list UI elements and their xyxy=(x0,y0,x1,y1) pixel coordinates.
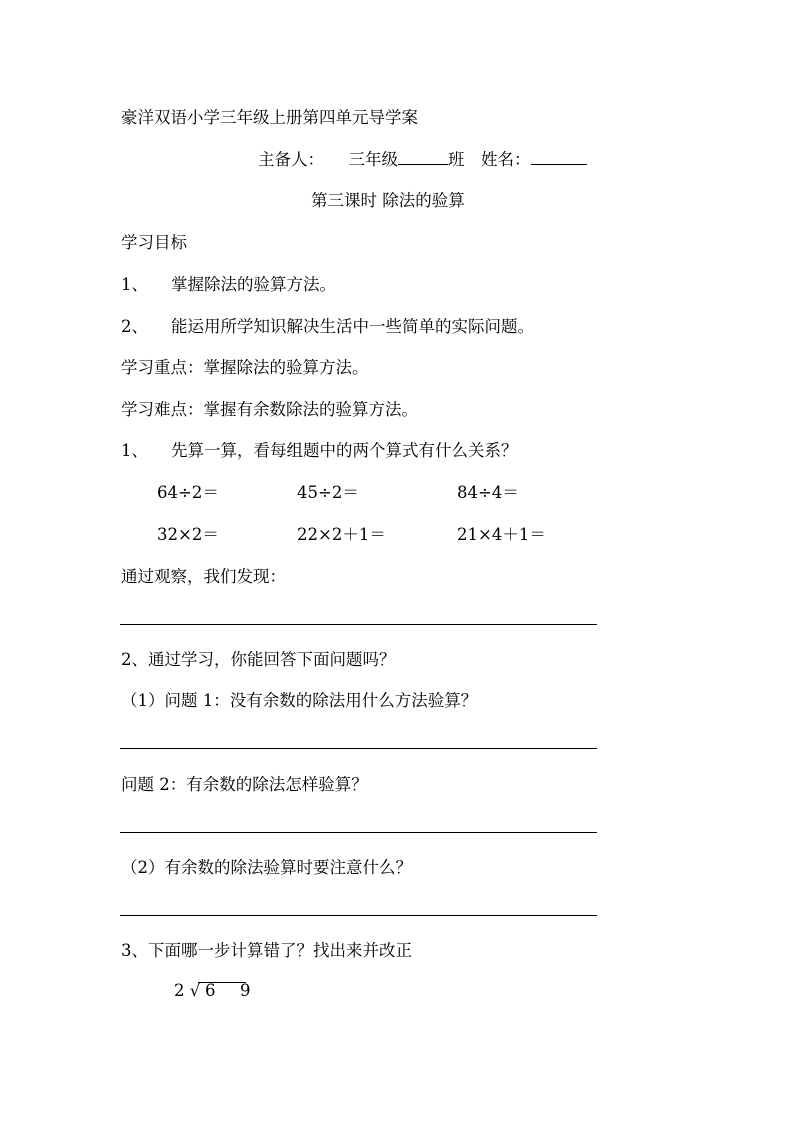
name-label: 姓名： xyxy=(481,150,531,169)
difficult-point: 学习难点：掌握有余数除法的验算方法。 xyxy=(121,400,418,419)
goal-text-1: 掌握除法的验算方法。 xyxy=(171,275,336,294)
calc-2-1: 32×2＝ xyxy=(157,525,219,544)
answer-line-1[interactable] xyxy=(120,624,597,625)
goal-item-1 xyxy=(121,274,336,296)
worksheet-title: 豪洋双语小学三年级上册第四单元导学案 xyxy=(121,108,418,127)
long-division xyxy=(174,980,251,1002)
key-point: 学习重点：掌握除法的验算方法。 xyxy=(121,358,369,377)
class-label: 班 xyxy=(448,150,465,169)
question-2-sub2: （2）有余数的除法验算时要注意什么？ xyxy=(121,858,412,877)
calc-1-2: 45÷2＝ xyxy=(297,483,359,502)
goal-num-1: 1、 xyxy=(121,275,148,294)
observe-prompt: 通过观察，我们发现： xyxy=(121,567,286,586)
answer-line-4[interactable] xyxy=(120,915,597,916)
goal-text-2: 能运用所学知识解决生活中一些简单的实际问题。 xyxy=(171,317,534,336)
question-2-sub1: （1）问题 1：没有余数的除法用什么方法验算？ xyxy=(121,691,478,710)
class-blank[interactable] xyxy=(398,148,448,165)
question-2: 2、通过学习，你能回答下面问题吗？ xyxy=(121,650,396,669)
calc-1-1: 64÷2＝ xyxy=(157,483,219,502)
question-1-num: 1、 xyxy=(121,441,148,460)
goal-item-2 xyxy=(121,316,534,338)
preparer-line xyxy=(258,148,587,171)
calc-2-2: 22×2＋1＝ xyxy=(297,525,386,544)
dividend-digit-1: 6 xyxy=(205,981,216,1000)
calc-1-3: 84÷4＝ xyxy=(457,483,519,502)
dividend-digit-2: 9 xyxy=(240,981,251,1000)
grade-label: 三年级 xyxy=(348,150,398,169)
division-bar xyxy=(198,982,246,983)
lesson-title: 第三课时 除法的验算 xyxy=(311,191,465,210)
preparer-label: 主备人： xyxy=(258,150,324,169)
goals-heading: 学习目标 xyxy=(121,233,187,252)
answer-line-3[interactable] xyxy=(120,832,597,833)
divisor: 2 xyxy=(174,981,185,1000)
question-2-sub1b: 问题 2：有余数的除法怎样验算？ xyxy=(121,775,368,794)
question-1 xyxy=(121,440,518,462)
question-3: 3、下面哪一步计算错了？找出来并改正 xyxy=(121,941,412,960)
division-bracket-icon: √ xyxy=(189,981,201,1000)
answer-line-2[interactable] xyxy=(120,748,597,749)
name-blank[interactable] xyxy=(531,148,587,165)
goal-num-2: 2、 xyxy=(121,317,148,336)
question-1-text: 先算一算，看每组题中的两个算式有什么关系？ xyxy=(171,441,518,460)
calc-2-3: 21×4＋1＝ xyxy=(457,525,546,544)
